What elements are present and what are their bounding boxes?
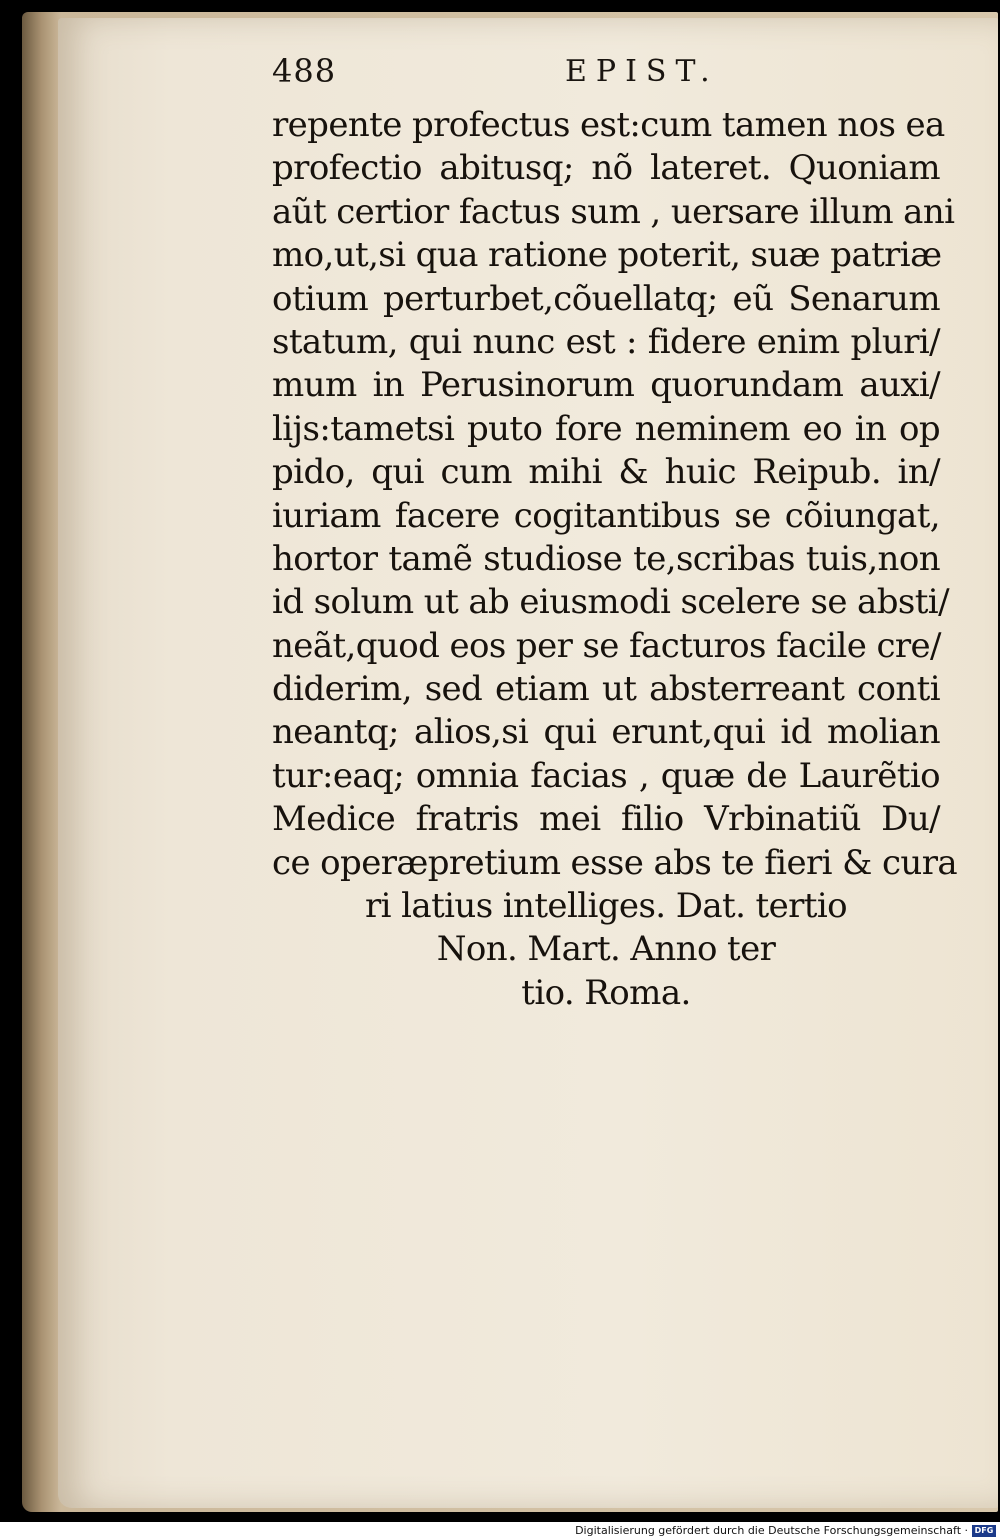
text-line: otium perturbet,cõuellatq; eũ Senarum <box>272 278 940 319</box>
text-line: repente profectus est:cum tamen nos ea <box>272 105 945 145</box>
text-line: hortor tamẽ studiose te,scribas tuis,non <box>272 538 940 579</box>
text-line: neantq; alios,si qui erunt,qui id molian <box>272 712 940 753</box>
text-line: mum in Perusinorum quorundam auxi/ <box>272 365 940 406</box>
text-line: iuriam facere cogitantibus se cõiungat, <box>272 495 940 536</box>
page-header <box>270 52 950 102</box>
text-line: mo,ut,si qua ratione poterit, suæ patriæ <box>272 235 942 276</box>
funding-note: Digitalisierung gefördert durch die Deutsche Forschungsgemeinschaft · <box>575 1524 968 1537</box>
page-number: 488 <box>272 52 337 90</box>
text-line: tur:eaq; omnia facias , quæ de Laurẽtio <box>272 755 940 796</box>
text-line: neãt,quod eos per se facturos facile cre/ <box>272 625 941 666</box>
text-line: id solum ut ab eiusmodi scelere se absti/ <box>272 582 949 623</box>
text-line: lijs:tametsi puto fore neminem eo in op <box>272 408 940 449</box>
closing-line: ri latius intelliges. Dat. tertio <box>365 886 847 927</box>
text-line: Medice fratris mei filio Vrbinatiũ Du/ <box>272 799 940 840</box>
running-title: EPIST. <box>565 54 719 89</box>
closing-line: Non. Mart. Anno ter <box>436 929 776 970</box>
text-line: statum, qui nunc est : fidere enim pluri/ <box>272 321 940 362</box>
dfg-logo-icon: DFG <box>972 1525 996 1537</box>
text-line: profectio abitusq; nõ lateret. Quoniam <box>272 148 940 189</box>
closing-line: tio. Roma. <box>521 972 691 1013</box>
text-line: ce operæpretium esse abs te fieri & cura <box>272 842 958 883</box>
text-line: diderim, sed etiam ut absterreant conti <box>272 669 940 710</box>
text-line: pido, qui cum mihi & huic Reipub. in/ <box>272 452 940 493</box>
text-line: aũt certior factus sum , uersare illum ani <box>272 191 955 232</box>
letter-text <box>272 104 958 1015</box>
